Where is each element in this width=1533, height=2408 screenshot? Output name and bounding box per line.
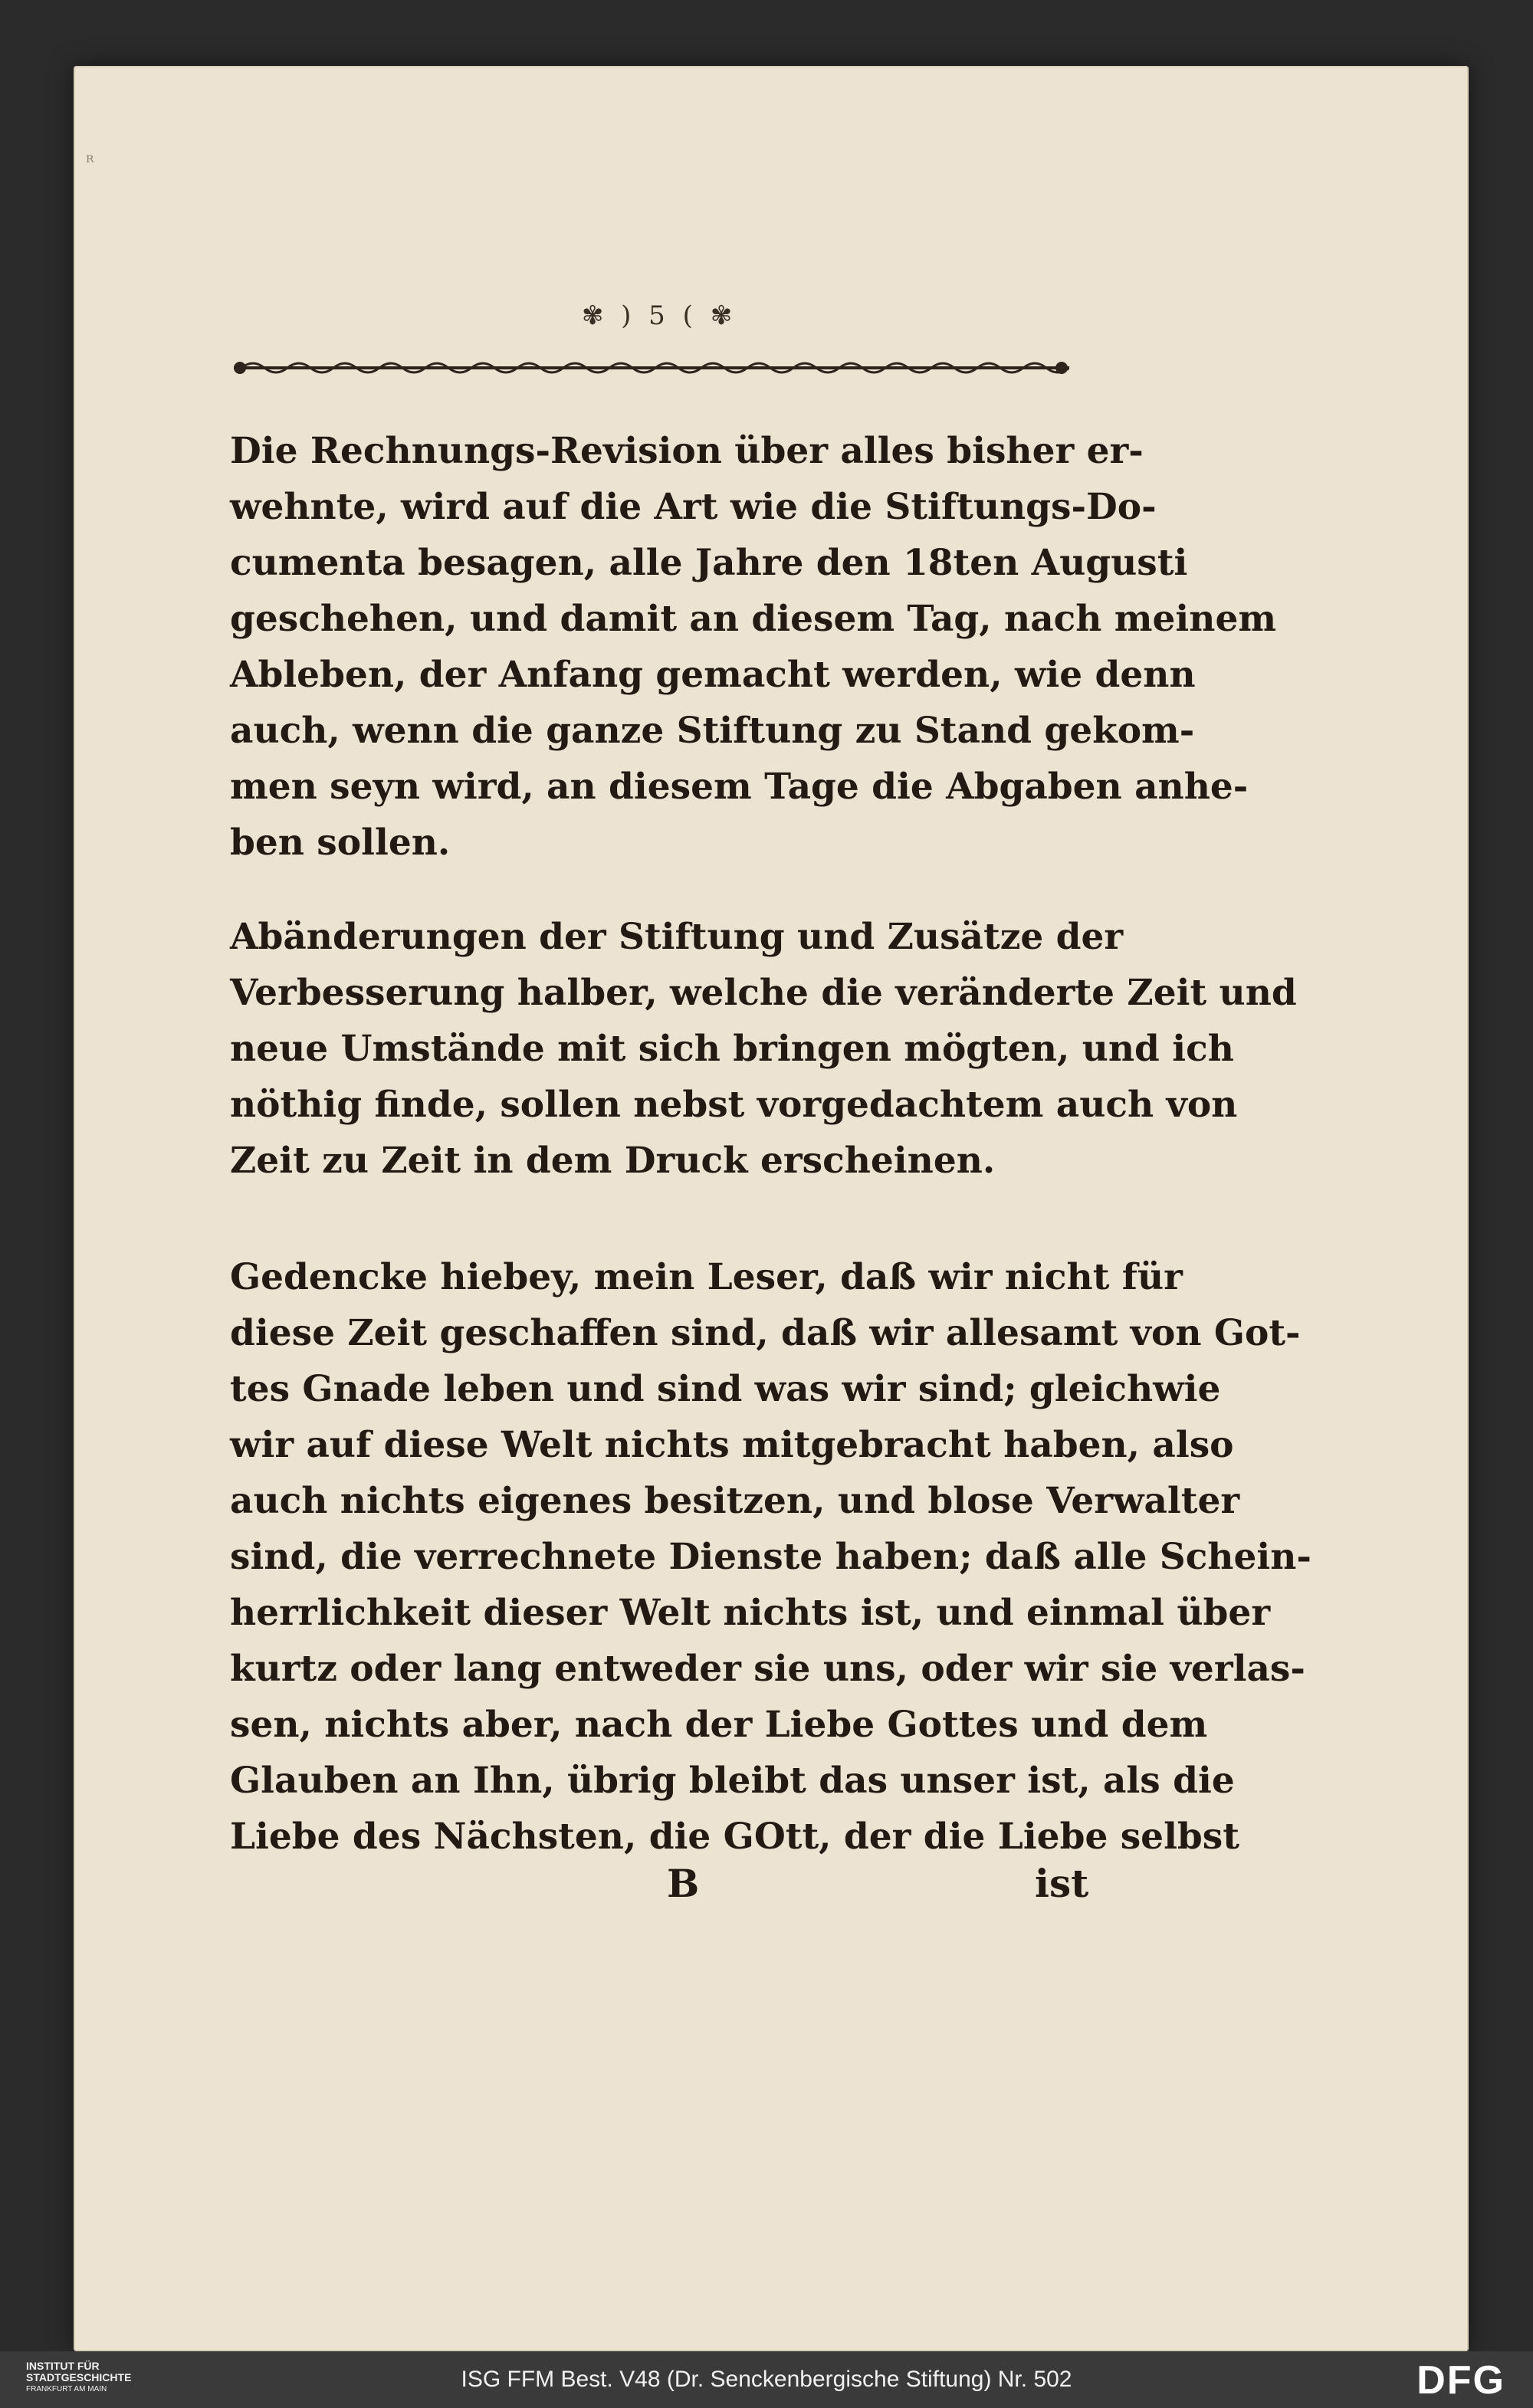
text-line: Verbesserung halber, welche die veränderte Zeit und [230,972,1297,1014]
document-page [74,66,1469,2351]
text-line: kurtz oder lang entweder sie uns, oder wir sie verlas- [230,1648,1305,1690]
text-line: ben sollen. [230,822,451,864]
text-line: Glauben an Ihn, übrig bleibt das unser ist, als die [230,1760,1235,1802]
text-line: geschehen, und damit an diesem Tag, nach meinem [230,598,1277,640]
text-line: Die Rechnungs-Revision über alles bisher er- [230,430,1144,472]
text-line: wir auf diese Welt nichts mitgebracht haben, also [230,1424,1234,1466]
text-line: Ableben, der Anfang gemacht werden, wie denn [230,654,1196,696]
text-line: herrlichkeit dieser Welt nichts ist, und einmal über [230,1592,1271,1634]
text-line: men seyn wird, an diesem Tage die Abgaben anhe- [230,766,1249,808]
text-line: Zeit zu Zeit in dem Druck erscheinen. [230,1140,996,1182]
text-line: Abänderungen der Stiftung und Zusätze der [230,916,1124,958]
text-line: auch, wenn die ganze Stiftung zu Stand gekom- [230,710,1195,752]
institute-line: STADTGESCHICHTE [26,2371,132,2383]
text-line: sen, nichts aber, nach der Liebe Gottes und dem [230,1704,1208,1746]
institute-line: INSTITUT FÜR [26,2360,100,2372]
text-line: nöthig finde, sollen nebst vorgedachtem auch von [230,1084,1238,1126]
dfg-logo: DFG [1416,2358,1505,2403]
page-number: ✾ ) 5 ( ✾ [581,300,737,331]
paragraph-2 [230,909,1297,1189]
catchword: ist [1035,1861,1089,1906]
text-line: neue Umstände mit sich bringen mögten, und ich [230,1028,1234,1070]
signature-mark: B [667,1861,700,1906]
archive-caption: ISG FFM Best. V48 (Dr. Senckenbergische Stiftung) Nr. 502 [461,2367,1072,2392]
institute-line: FRANKFURT AM MAIN [26,2385,107,2393]
paragraph-1 [230,423,1277,871]
text-line: auch nichts eigenes besitzen, und blose Verwalter [230,1480,1240,1522]
text-line: cumenta besagen, alle Jahre den 18ten Augusti [230,542,1188,584]
text-line: wehnte, wird auf die Art wie die Stiftungs-Do- [230,486,1157,528]
footer-bar [0,2351,1533,2408]
text-line: diese Zeit geschaffen sind, daß wir allesamt von Got- [230,1312,1301,1354]
text-line: Gedencke hiebey, mein Leser, daß wir nicht für [230,1256,1183,1298]
text-line: Liebe des Nächsten, die GOtt, der die Liebe selbst [230,1816,1239,1858]
ornamental-border [234,357,1069,379]
margin-mark: ᴿ [86,153,94,172]
text-line: tes Gnade leben und sind was wir sind; gleichwie [230,1368,1221,1410]
paragraph-3 [230,1249,1311,1865]
text-line: sind, die verrechnete Dienste haben; daß alle Schein- [230,1536,1311,1578]
